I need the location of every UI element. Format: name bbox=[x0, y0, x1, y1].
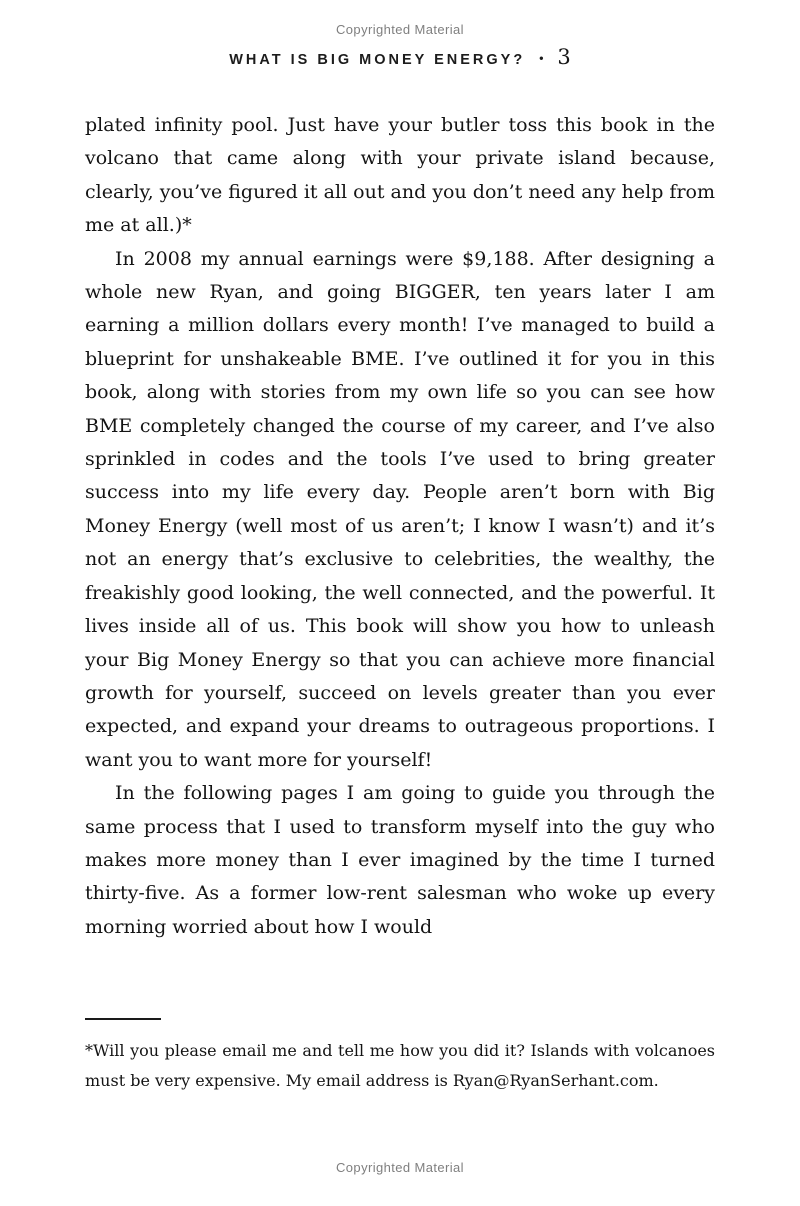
page-number: 3 bbox=[557, 45, 571, 69]
footnote-separator-rule bbox=[85, 1018, 161, 1020]
header-bullet-separator: • bbox=[539, 51, 544, 65]
paragraph: In 2008 my annual earnings were $9,188. After designing a whole new Ryan, and going BIGGER, ten years later I am earning a million dollars every month! I’ve managed to build a blueprint for unshakeable BME. I’ve outlined it for you in this book, along with stories from my own life so you can see how BME completely changed the course of my career, and I’ve also sprinkled in codes and the tools I’ve used to bring greater success into my life every day. People aren’t born with Big Money Energy (well most of us aren’t; I know I wasn’t) and it’s not an energy that’s exclusive to celebrities, the wealthy, the freakishly good looking, the well connected, and the powerful. It lives inside all of us. This book will show you how to unleash your Big Money Energy so that you can achieve more financial growth for yourself, succeed on levels greater than you ever expected, and expand your dreams to outrageous proportions. I want you to want more for yourself! bbox=[85, 247, 715, 771]
running-header bbox=[85, 45, 715, 69]
footnote-area bbox=[85, 1018, 715, 1095]
footnote-text: *Will you please email me and tell me how you did it? Islands with volcanoes must be very expensive. My email address is Ryan@RyanSerhant.com. bbox=[85, 1041, 715, 1090]
chapter-title: WHAT IS BIG MONEY ENERGY? bbox=[229, 52, 526, 68]
body-text bbox=[85, 109, 715, 944]
paragraph-continuation: plated infinity pool. Just have your butler toss this book in the volcano that came along with your private island because, clearly, you’ve figured it all out and you don’t need any help from me at all.)* bbox=[85, 114, 715, 237]
copyright-notice-top: Copyrighted Material bbox=[336, 22, 464, 37]
paragraph: In the following pages I am going to guide you through the same process that I used to transform myself into the guy who makes more money than I ever imagined by the time I turned thirty-five. As a former low-rent salesman who woke up every morning worried about how I would bbox=[85, 782, 715, 938]
copyright-notice-bottom: Copyrighted Material bbox=[336, 1160, 464, 1175]
